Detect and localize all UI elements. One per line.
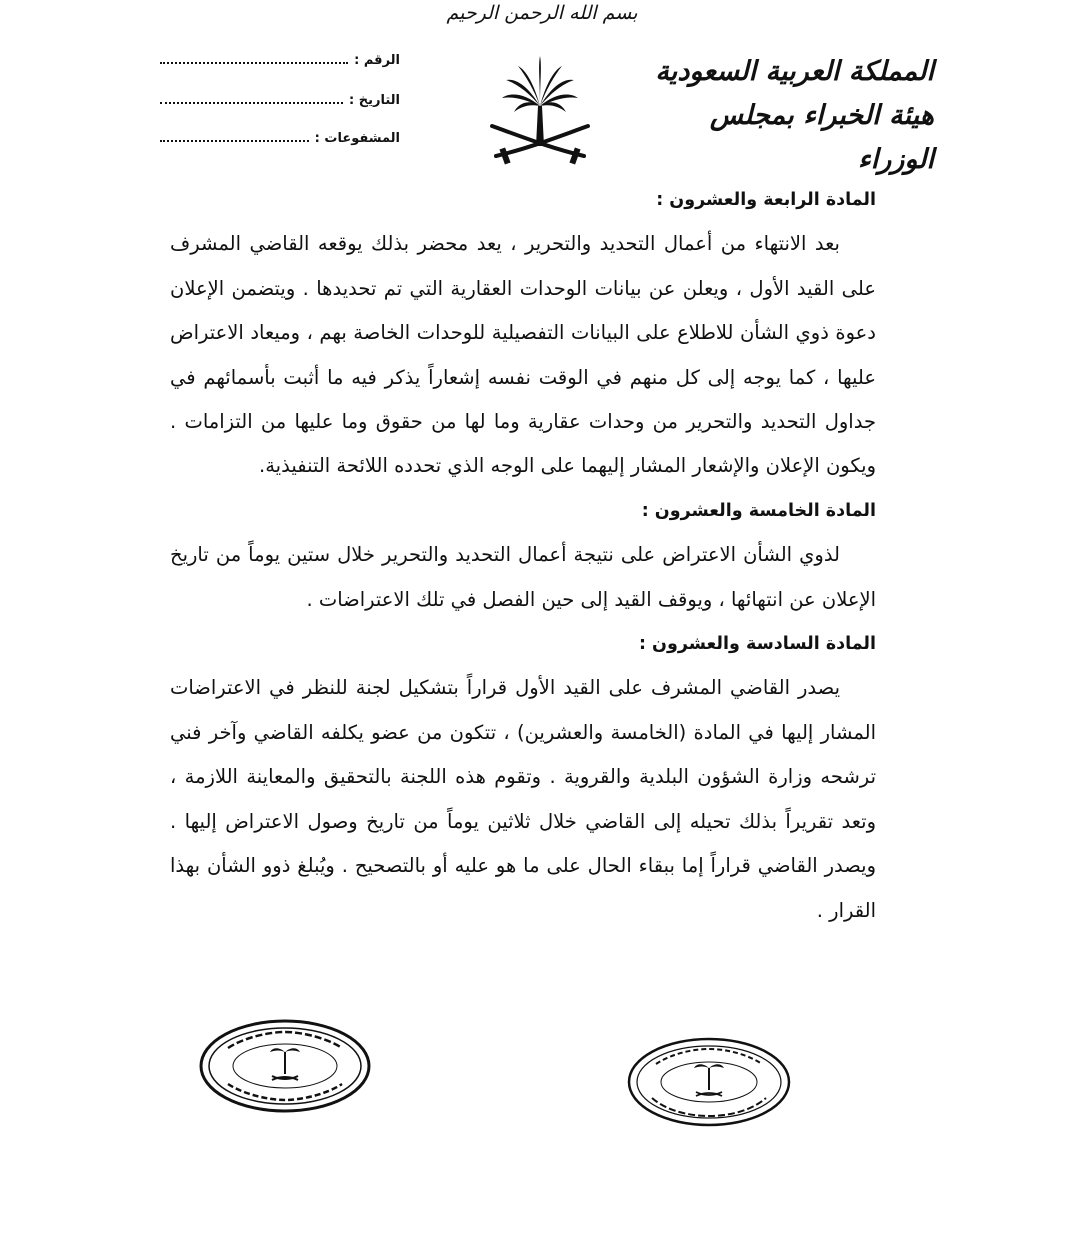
- date-label: التاريخ :: [349, 93, 400, 108]
- basmala: بسم الله الرحمن الرحيم: [446, 2, 638, 24]
- attachments-label: المشفوعات :: [314, 131, 400, 146]
- attachments-dots: [160, 130, 309, 142]
- number-dots: [160, 52, 348, 64]
- left-official-seal-icon: [198, 1018, 372, 1114]
- date-field: [160, 92, 400, 108]
- palm-swords-emblem-icon: [480, 48, 600, 173]
- article-25-text: لذوي الشأن الاعتراض على نتيجة أعمال التحديد والتحرير خلال ستين يوماً من تاريخ الإعلان عن انتهائها ، ويوقف القيد إلى حين الفصل في تلك الاعتراضات .: [170, 543, 876, 611]
- date-dots: [160, 92, 343, 104]
- article-24-text: بعد الانتهاء من أعمال التحديد والتحرير ، يعد محضر بذلك يوقعه القاضي المشرف على القيد الأول ، ويعلن عن بيانات الوحدات العقارية التي تم تحديدها . ويتضمن الإعلان دعوة ذوي الشأن للاطلاع على البيانات التفصيلية للوحدات الخاصة بهم ، وميعاد الاعتراض عليها ، كما يوجه إلى كل منهم في الوقت نفسه إشعاراً يذكر فيه ما أثبت بأسمائهم في جداول التحديد والتحرير من وحدات عقارية وما لها من حقوق وما عليها من التزامات . ويكون الإعلان والإشعار المشار إليهما على الوجه الذي تحدده اللائحة التنفيذية.: [170, 232, 876, 478]
- number-field: [160, 52, 400, 68]
- article-26-heading: المادة السادسة والعشرون :: [638, 634, 876, 655]
- letterhead-title: [634, 50, 934, 182]
- attachments-field: [160, 130, 400, 146]
- article-25-heading: المادة الخامسة والعشرون :: [641, 500, 876, 521]
- article-24-heading: المادة الرابعة والعشرون :: [656, 190, 876, 210]
- right-official-seal-icon: [626, 1036, 792, 1128]
- authority-name: هيئة الخبراء بمجلس الوزراء: [709, 100, 934, 175]
- document-body: [170, 178, 876, 933]
- number-label: الرقم :: [354, 53, 400, 68]
- kingdom-name: المملكة العربية السعودية: [655, 56, 934, 87]
- article-26-text: يصدر القاضي المشرف على القيد الأول قراراً بتشكيل لجنة للنظر في الاعتراضات المشار إليها في المادة (الخامسة والعشرين) ، تتكون من عضو يكلفه القاضي وآخر فني ترشحه وزارة الشؤون البلدية والقروية . وتقوم هذه اللجنة بالتحقيق والمعاينة اللازمة ، وتعد تقريراً بذلك تحيله إلى القاضي خلال ثلاثين يوماً من تاريخ وصول الاعتراض إليها . ويصدر القاضي قراراً إما ببقاء الحال على ما هو عليه أو بالتصحيح . ويُبلغ ذوو الشأن بهذا القرار .: [170, 676, 876, 922]
